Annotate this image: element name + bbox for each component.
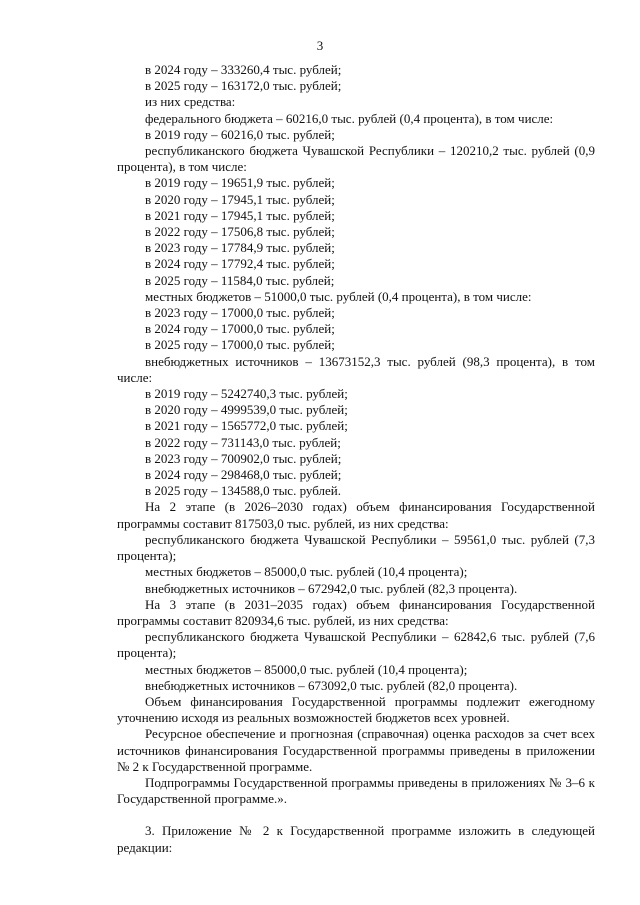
paragraph: Ресурсное обеспечение и прогнозная (справочная) оценка расходов за счет всех источников финансирования Государственной программы приведены в приложении № 2 к Государственной программе. bbox=[117, 726, 595, 774]
paragraph: в 2023 году – 700902,0 тыс. рублей; bbox=[145, 450, 342, 466]
paragraph: в 2022 году – 731143,0 тыс. рублей; bbox=[145, 434, 341, 450]
paragraph: На 2 этапе (в 2026–2030 годах) объем финансирования Государственной программы составит 817503,0 тыс. рублей, из них средства: bbox=[117, 499, 595, 531]
paragraph: в 2024 году – 298468,0 тыс. рублей; bbox=[145, 467, 342, 483]
paragraph: в 2024 году – 17792,4 тыс. рублей; bbox=[145, 256, 335, 272]
paragraph: внебюджетных источников – 672942,0 тыс. рублей (82,3 процента). bbox=[145, 580, 518, 596]
document-body bbox=[117, 62, 595, 856]
paragraph: Объем финансирования Государственной программы подлежит ежегодному уточнению исходя из реальных возможностей бюджетов всех уровней. bbox=[117, 693, 595, 726]
paragraph: в 2021 году – 1565772,0 тыс. рублей; bbox=[145, 418, 348, 434]
paragraph: в 2020 году – 17945,1 тыс. рублей; bbox=[145, 191, 335, 207]
paragraph: республиканского бюджета Чувашской Республики – 120210,2 тыс. рублей (0,9 процента), в том числе: bbox=[117, 143, 595, 175]
paragraph: федерального бюджета – 60216,0 тыс. рублей (0,4 процента), в том числе: bbox=[145, 110, 554, 126]
paragraph: в 2024 году – 333260,4 тыс. рублей; bbox=[145, 62, 342, 77]
paragraph: из них средства: bbox=[145, 94, 236, 110]
paragraph: в 2023 году – 17000,0 тыс. рублей; bbox=[145, 305, 335, 321]
paragraph: в 2023 году – 17784,9 тыс. рублей; bbox=[145, 240, 335, 256]
paragraph: 3. Приложение № 2 к Государственной программе изложить в следующей редакции: bbox=[117, 823, 595, 855]
paragraph: в 2025 году – 11584,0 тыс. рублей; bbox=[145, 272, 335, 288]
paragraph: в 2019 году – 19651,9 тыс. рублей; bbox=[145, 175, 335, 191]
paragraph: в 2020 году – 4999539,0 тыс. рублей; bbox=[145, 402, 348, 418]
paragraph: местных бюджетов – 85000,0 тыс. рублей (10,4 процента); bbox=[145, 564, 468, 580]
paragraph: внебюджетных источников – 13673152,3 тыс. рублей (98,3 процента), в том числе: bbox=[117, 353, 595, 385]
paragraph: в 2022 году – 17506,8 тыс. рублей; bbox=[145, 224, 335, 240]
paragraph: республиканского бюджета Чувашской Республики – 62842,6 тыс. рублей (7,6 процента); bbox=[117, 629, 595, 661]
paragraph: местных бюджетов – 85000,0 тыс. рублей (10,4 процента); bbox=[145, 661, 468, 677]
paragraph: внебюджетных источников – 673092,0 тыс. рублей (82,0 процента). bbox=[145, 677, 518, 693]
paragraph: Подпрограммы Государственной программы приведены в приложениях № 3–6 к Государственной программе.». bbox=[117, 774, 595, 807]
paragraph: в 2025 году – 163172,0 тыс. рублей; bbox=[145, 78, 342, 94]
paragraph-spacer bbox=[117, 807, 595, 823]
paragraph: в 2019 году – 60216,0 тыс. рублей; bbox=[145, 126, 335, 142]
paragraph: в 2019 году – 5242740,3 тыс. рублей; bbox=[145, 386, 348, 402]
paragraph: в 2025 году – 17000,0 тыс. рублей; bbox=[145, 337, 335, 353]
paragraph: местных бюджетов – 51000,0 тыс. рублей (0,4 процента), в том числе: bbox=[145, 288, 532, 304]
paragraph: республиканского бюджета Чувашской Республики – 59561,0 тыс. рублей (7,3 процента); bbox=[117, 531, 595, 564]
page-number: 3 bbox=[316, 38, 324, 53]
paragraph: в 2024 году – 17000,0 тыс. рублей; bbox=[145, 321, 335, 337]
paragraph: в 2025 году – 134588,0 тыс. рублей. bbox=[145, 483, 341, 499]
paragraph: в 2021 году – 17945,1 тыс. рублей; bbox=[145, 207, 335, 223]
paragraph: На 3 этапе (в 2031–2035 годах) объем финансирования Государственной программы составит 820934,6 тыс. рублей, из них средства: bbox=[117, 596, 595, 628]
